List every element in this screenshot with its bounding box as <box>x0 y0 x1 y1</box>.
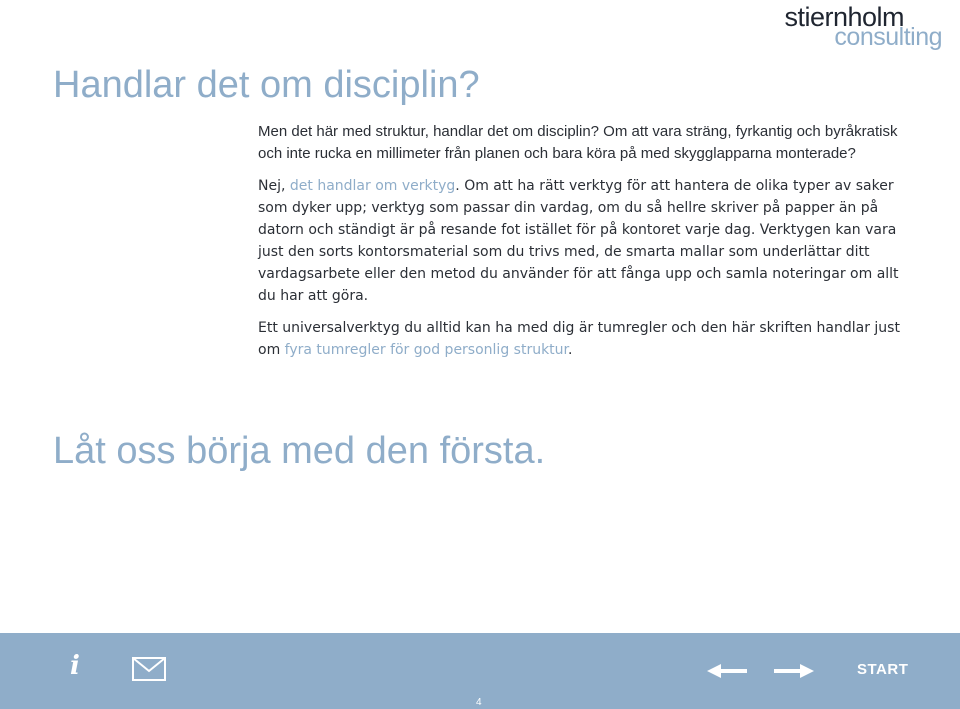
arrow-right-icon[interactable] <box>774 661 814 681</box>
start-button[interactable]: START <box>857 661 909 678</box>
highlight-rules: fyra tumregler för god personlig struktur <box>284 342 569 358</box>
paragraph-2-start: Nej, <box>258 178 290 194</box>
paragraph-3-end: . <box>568 342 573 358</box>
info-icon[interactable]: i <box>70 651 80 681</box>
arrow-left-icon[interactable] <box>707 661 747 681</box>
highlight-tools: det handlar om verktyg <box>289 178 456 194</box>
page-number: 4 <box>476 697 482 708</box>
section-subtitle: Låt oss börja med den första. <box>53 430 546 472</box>
paragraph-3 <box>258 317 908 361</box>
body-text <box>258 121 908 371</box>
mail-icon[interactable] <box>132 657 166 681</box>
paragraph-2-rest: . Om att ha rätt verktyg för att hantera de olika typer av saker som dyker upp; verktyg som passar din vardag, om du så hellre skriver på papper än på datorn och ständigt är på resande fot istället för på kontoret varje dag. Verktygen kan vara just den sorts kontorsmaterial som du trivs med, de smarta mallar som underlättar ditt vardagsarbete eller den metod du använder för att fånga upp och samla noteringar om allt du har att göra. <box>258 178 899 304</box>
company-logo <box>784 4 942 50</box>
paragraph-3-start: Ett universalverktyg du alltid kan ha med dig är tumregler och den här skriften handlar just om <box>258 320 900 358</box>
footer-nav-bar <box>0 633 960 709</box>
logo-line-2: consulting <box>834 23 942 51</box>
logo-line-1: stiernholm <box>784 2 904 32</box>
paragraph-2 <box>258 175 908 307</box>
paragraph-1: Men det här med struktur, handlar det om disciplin? Om att vara sträng, fyrkantig och byråkratisk och inte rucka en millimeter från planen och bara köra på med skygglapparna monterade? <box>258 123 898 162</box>
page-title: Handlar det om disciplin? <box>53 64 480 106</box>
